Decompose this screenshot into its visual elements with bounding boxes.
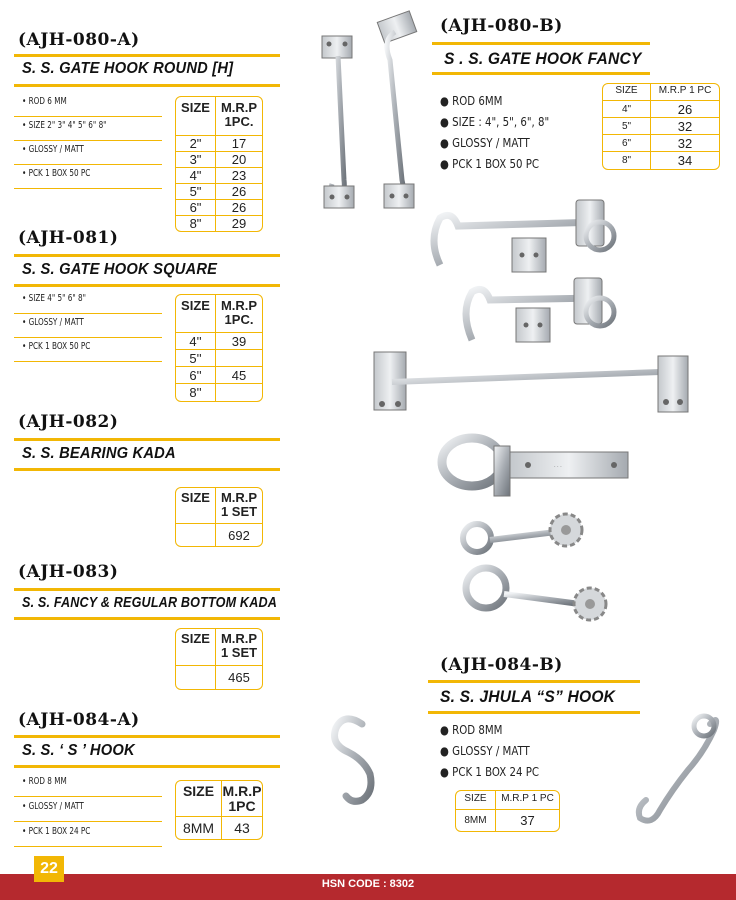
bullet-dot-icon: • xyxy=(22,120,27,131)
product-title-083: S. S. FANCY & REGULAR BOTTOM KADA xyxy=(22,594,277,611)
bullet-item: ● PCK 1 BOX 50 PC xyxy=(440,157,540,171)
bullet-item: • PCK 1 BOX 50 PC xyxy=(22,168,91,179)
bullet-item: • PCK 1 BOX 50 PC xyxy=(22,341,91,352)
hsn-code: HSN CODE : 8302 xyxy=(321,878,415,890)
svg-text:· · ·: · · · xyxy=(554,464,562,470)
title-rule xyxy=(14,84,280,87)
bullet-dot-icon: • xyxy=(22,144,27,155)
bullet-item: ● GLOSSY / MATT xyxy=(440,744,530,758)
product-title-080a: S. S. GATE HOOK ROUND [H] xyxy=(22,60,234,77)
bullet-item: ● PCK 1 BOX 24 PC xyxy=(440,765,540,779)
bullet-item: • SIZE 2" 3" 4" 5" 6" 8" xyxy=(22,120,107,131)
price-table-082: SIZE M.R.P 1 SET 692 xyxy=(175,487,263,547)
product-images xyxy=(300,0,736,870)
product-title-082: S. S. BEARING KADA xyxy=(22,445,176,462)
product-title-080b: S . S. GATE HOOK FANCY xyxy=(444,49,642,68)
price-table-084a: SIZE M.R.P 1PC 8MM 43 xyxy=(175,780,263,840)
product-title-084a: S. S. ‘ S ’ HOOK xyxy=(22,742,135,759)
bullet-dot-icon: • xyxy=(22,96,27,107)
bullet-dot-icon: • xyxy=(22,826,27,837)
price-table-080a: SIZE M.R.P 1PC. 2" 17 3" 20 4" 23 5" 26 6" 26 8" 29 xyxy=(175,96,263,232)
bullet-item: ● SIZE : 4", 5", 6", 8" xyxy=(440,115,550,129)
jhula-s-hook-image xyxy=(639,716,716,821)
bullet-item: ● GLOSSY / MATT xyxy=(440,136,530,150)
gate-hook-square-image xyxy=(374,352,688,412)
product-code-082: (AJH-082) xyxy=(18,412,119,432)
bearing-kada-image xyxy=(442,438,628,496)
bullet-item: • PCK 1 BOX 24 PC xyxy=(22,826,91,837)
bullet-list-081 xyxy=(22,293,162,365)
bullet-item: • GLOSSY / MATT xyxy=(22,317,84,328)
bullet-dot-icon: ● xyxy=(440,723,449,737)
product-code-083: (AJH-083) xyxy=(18,562,119,582)
bullet-item: • ROD 6 MM xyxy=(22,96,67,107)
gate-hook-fancy-image xyxy=(434,200,614,342)
product-code-084a: (AJH-084-A) xyxy=(18,710,140,730)
bullet-list-080a xyxy=(22,96,162,192)
bullet-dot-icon: ● xyxy=(440,94,449,108)
bullet-dot-icon: • xyxy=(22,317,27,328)
bottom-kada-image xyxy=(463,514,606,620)
product-code-080b: (AJH-080-B) xyxy=(440,16,563,36)
product-code-081: (AJH-081) xyxy=(18,228,119,248)
bullet-dot-icon: • xyxy=(22,168,27,179)
bullet-dot-icon: • xyxy=(22,293,27,304)
price-table-081: SIZE M.R.P 1PC. 4'' 39 5'' 6'' 45 8'' xyxy=(175,294,263,402)
bullet-item: ● ROD 8MM xyxy=(440,723,503,737)
bullet-dot-icon: • xyxy=(22,801,27,812)
bullet-dot-icon: ● xyxy=(440,115,449,129)
s-hook-image xyxy=(335,719,372,801)
bullet-dot-icon: • xyxy=(22,341,27,352)
product-title-084b: S. S. JHULA “S” HOOK xyxy=(440,687,616,706)
price-table-080b: SIZE M.R.P 1 PC 4" 26 5" 32 6" 32 8" 34 xyxy=(602,83,720,170)
bullet-list-084a xyxy=(22,776,162,851)
title-rule xyxy=(14,54,280,57)
page-number: 22 xyxy=(34,856,64,882)
bullet-dot-icon: ● xyxy=(440,136,449,150)
bullet-item: ● ROD 6MM xyxy=(440,94,503,108)
bullet-dot-icon: • xyxy=(22,776,27,787)
product-code-080a: (AJH-080-A) xyxy=(18,30,140,50)
bullet-dot-icon: ● xyxy=(440,157,449,171)
bullet-dot-icon: ● xyxy=(440,744,449,758)
price-table-083: SIZE M.R.P 1 SET 465 xyxy=(175,628,263,690)
bullet-item: • ROD 8 MM xyxy=(22,776,67,787)
bullet-item: • GLOSSY / MATT xyxy=(22,801,84,812)
gate-hook-round-image xyxy=(322,11,417,208)
bullet-dot-icon: ● xyxy=(440,765,449,779)
product-title-081: S. S. GATE HOOK SQUARE xyxy=(22,261,218,278)
product-code-084b: (AJH-084-B) xyxy=(440,655,563,675)
bullet-item: • SIZE 4" 5" 6" 8" xyxy=(22,293,87,304)
bullet-item: • GLOSSY / MATT xyxy=(22,144,84,155)
price-table-084b: SIZE M.R.P 1 PC 8MM 37 xyxy=(455,790,560,832)
